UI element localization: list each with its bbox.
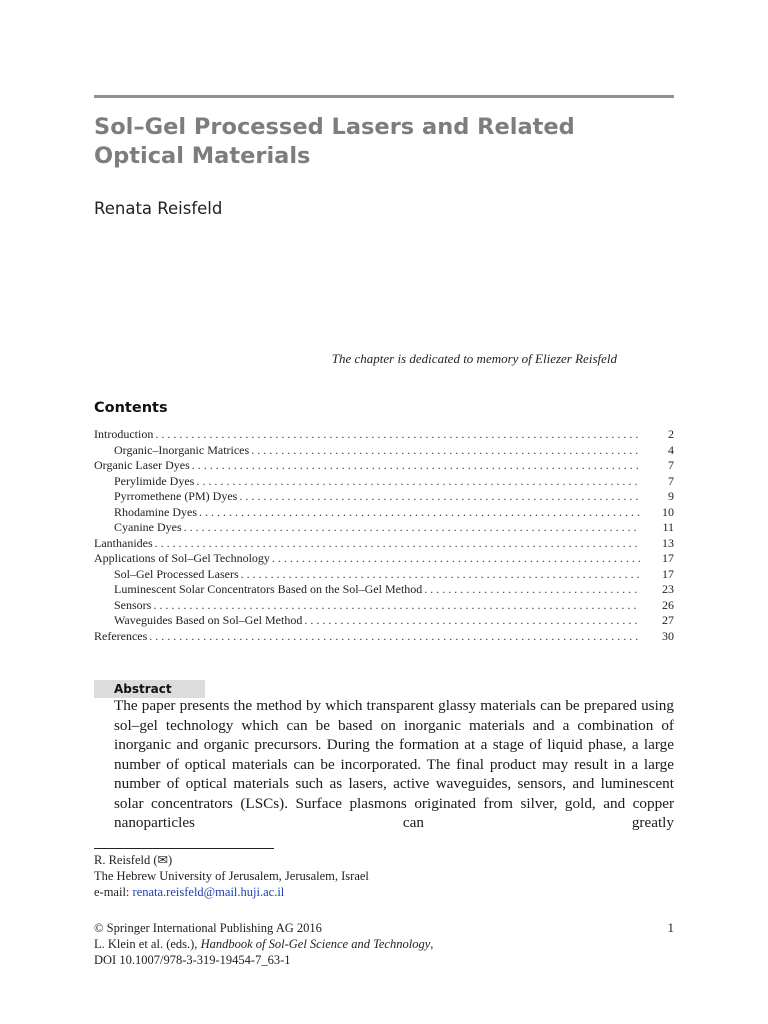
toc-leader-dots — [155, 536, 640, 552]
toc-entry-page: 27 — [662, 613, 674, 627]
citation-suffix: , — [430, 937, 434, 951]
toc-entry[interactable] — [94, 458, 674, 474]
toc-entry[interactable] — [94, 567, 674, 583]
toc-entry[interactable] — [94, 629, 674, 645]
toc-leader-dots — [304, 613, 640, 629]
toc-leader-dots — [184, 520, 640, 536]
toc-leader-dots — [155, 427, 640, 443]
toc-entry-label: Perylimide Dyes — [114, 473, 195, 488]
toc-leader-dots — [196, 474, 640, 490]
toc-entry[interactable] — [94, 489, 674, 505]
toc-entry-page: 10 — [662, 504, 674, 519]
toc-entry-label: Waveguides Based on Sol–Gel Method — [114, 613, 303, 627]
doi-line: DOI 10.1007/978-3-319-19454-7_63-1 — [94, 953, 291, 967]
toc-entry[interactable] — [94, 443, 674, 459]
chapter-title — [94, 113, 674, 171]
toc-entry-label: Applications of Sol–Gel Technology — [94, 551, 270, 565]
top-rule — [94, 95, 674, 98]
contents-heading: Contents — [94, 400, 168, 416]
toc-entry[interactable] — [94, 582, 674, 598]
toc-entry-page: 2 — [668, 427, 674, 441]
copyright-line: © Springer International Publishing AG 2016 — [94, 921, 322, 935]
email-link[interactable]: renata.reisfeld@mail.huji.ac.il — [132, 885, 285, 899]
toc-entry-label: References — [94, 628, 148, 643]
toc-leader-dots — [192, 458, 640, 474]
toc-entry-label: Organic–Inorganic Matrices — [114, 442, 250, 457]
book-title: Handbook of Sol-Gel Science and Technology — [200, 937, 431, 951]
toc-entry-page: 11 — [662, 520, 674, 534]
table-of-contents — [94, 427, 674, 644]
toc-leader-dots — [241, 567, 640, 583]
footnote-rule — [94, 848, 274, 849]
footnote-affiliation: The Hebrew University of Jerusalem, Jerusalem, Israel — [94, 869, 369, 883]
citation-line — [94, 936, 674, 952]
toc-entry-page: 7 — [668, 458, 674, 472]
toc-entry-page: 30 — [662, 628, 674, 643]
toc-entry-label: Sol–Gel Processed Lasers — [114, 566, 239, 581]
toc-entry-page: 26 — [662, 597, 674, 612]
page-number: 1 — [667, 920, 674, 935]
toc-leader-dots — [272, 551, 640, 567]
toc-entry-label: Cyanine Dyes — [114, 520, 182, 534]
toc-leader-dots — [424, 582, 640, 598]
toc-entry-page: 13 — [662, 535, 674, 550]
toc-entry-page: 23 — [662, 582, 674, 596]
footnote-email-line — [94, 884, 674, 900]
toc-leader-dots — [251, 443, 640, 459]
toc-entry-label: Organic Laser Dyes — [94, 458, 190, 472]
toc-entry-label: Introduction — [94, 427, 154, 441]
copyright-block — [94, 920, 674, 968]
toc-entry-page: 17 — [662, 551, 674, 565]
toc-leader-dots — [199, 505, 640, 521]
toc-entry-label: Lanthanides — [94, 535, 153, 550]
author-name: Renata Reisfeld — [94, 199, 223, 218]
toc-entry-page: 9 — [668, 489, 674, 503]
abstract-label: Abstract — [94, 680, 205, 698]
dedication: The chapter is dedicated to memory of Eliezer Reisfeld — [331, 351, 617, 366]
toc-entry-label: Sensors — [114, 597, 152, 612]
toc-entry[interactable] — [94, 474, 674, 490]
chapter-title-line-1: Sol–Gel Processed Lasers and Related — [94, 114, 575, 140]
toc-leader-dots — [239, 489, 640, 505]
citation-prefix: L. Klein et al. (eds.), — [94, 937, 201, 951]
toc-entry-label: Pyrromethene (PM) Dyes — [114, 489, 238, 503]
toc-entry-page: 17 — [662, 566, 674, 581]
toc-entry[interactable] — [94, 598, 674, 614]
toc-entry[interactable] — [94, 551, 674, 567]
toc-entry[interactable] — [94, 613, 674, 629]
abstract-text: The paper presents the method by which transparent glassy materials can be prepared using sol–gel technology which can be based on inorganic materials and a combination of inorganic and organic precursors. During the formation at a stage of liquid phase, a large number of optical materials can be incorporated. The final product may result in a large number of optical materials such as lasers, active waveguides, sensors, and luminescent solar concentrators (LSCs). Surface plasmons originated from silver, gold, and copper nanoparticles can greatly — [114, 697, 674, 831]
toc-entry[interactable] — [94, 427, 674, 443]
footnote-author: R. Reisfeld (✉) — [94, 853, 173, 867]
footnote-email-prefix: e-mail: — [94, 885, 133, 899]
toc-entry-label: Luminescent Solar Concentrators Based on the Sol–Gel Method — [114, 582, 423, 596]
toc-leader-dots — [149, 629, 640, 645]
toc-entry[interactable] — [94, 520, 674, 536]
toc-entry[interactable] — [94, 536, 674, 552]
toc-entry-page: 7 — [668, 473, 674, 488]
toc-entry-page: 4 — [668, 442, 674, 457]
toc-leader-dots — [153, 598, 640, 614]
toc-entry-label: Rhodamine Dyes — [114, 504, 197, 519]
toc-entry[interactable] — [94, 505, 674, 521]
chapter-title-line-2: Optical Materials — [94, 143, 311, 169]
author-footnote — [94, 852, 674, 900]
